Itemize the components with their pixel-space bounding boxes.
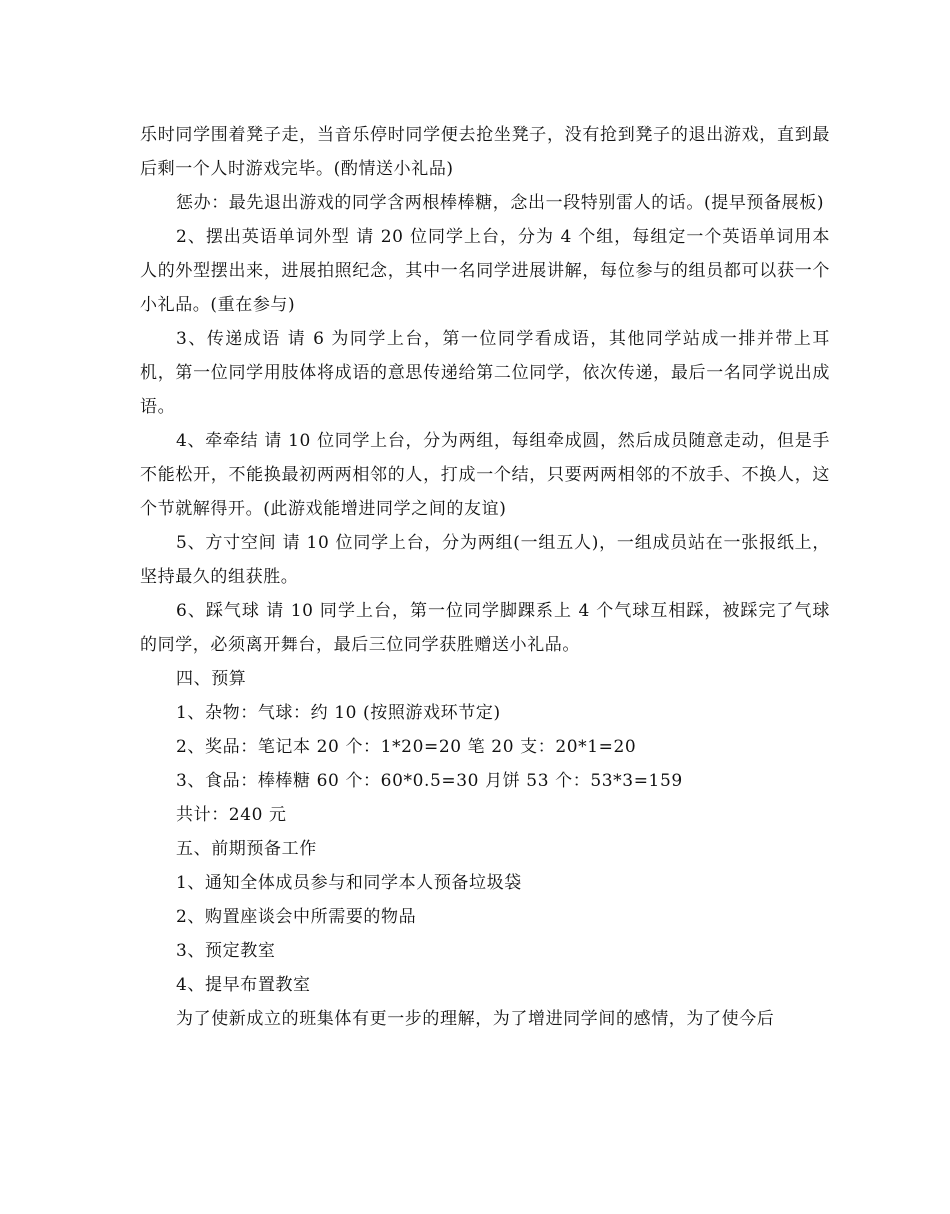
paragraph-human-knot: 4、牵牵结 请 10 位同学上台，分为两组，每组牵成圆，然后成员随意走动，但是手不能松开，不能换最初两两相邻的人，打成一个结，只要两两相邻的不放手、不换人，这个节就解得开。(此游戏能增进同学之间的友谊) — [140, 431, 830, 519]
prep-item: 3、预定教室 — [176, 941, 276, 961]
document-body — [140, 118, 830, 1036]
paragraph-balloon-stomp: 6、踩气球 请 10 同学上台，第一位同学脚踝系上 4 个气球互相踩，被踩完了气球的同学，必须离开舞台，最后三位同学获胜赠送小礼品。 — [140, 601, 830, 655]
paragraph-newspaper-space: 5、方寸空间 请 10 位同学上台，分为两组(一组五人)，一组成员站在一张报纸上，坚持最久的组获胜。 — [140, 533, 830, 587]
paragraph-musical-chairs: 乐时同学围着凳子走，当音乐停时同学便去抢坐凳子，没有抢到凳子的退出游戏，直到最后剩一个人时游戏完毕。(酌情送小礼品) — [140, 125, 830, 179]
prep-item: 2、购置座谈会中所需要的物品 — [176, 907, 417, 927]
paragraph-closing: 为了使新成立的班集体有更一步的理解，为了增进同学间的感情，为了使今后 — [176, 1009, 775, 1029]
budget-item: 2、奖品：笔记本 20 个：1*20=20 笔 20 支：20*1=20 — [176, 737, 637, 757]
paragraph-pass-idiom: 3、传递成语 请 6 为同学上台，第一位同学看成语，其他同学站成一排并带上耳机，第一位同学用肢体将成语的意思传递给第二位同学，依次传递，最后一名同学说出成语。 — [140, 329, 830, 417]
budget-item: 3、食品：棒棒糖 60 个：60*0.5=30 月饼 53 个：53*3=159 — [176, 771, 683, 791]
section-heading-budget: 四、预算 — [176, 669, 247, 689]
budget-item: 1、杂物：气球：约 10 (按照游戏环节定) — [176, 703, 501, 723]
budget-total: 共计：240 元 — [176, 805, 287, 825]
paragraph-english-words: 2、摆出英语单词外型 请 20 位同学上台，分为 4 个组，每组定一个英语单词用本人的外型摆出来，进展拍照纪念，其中一名同学进展讲解，每位参与的组员都可以获一个小礼品。(重在参与) — [140, 227, 830, 315]
prep-item: 1、通知全体成员参与和同学本人预备垃圾袋 — [176, 873, 522, 893]
paragraph-penalty: 惩办：最先退出游戏的同学含两根棒棒糖，念出一段特别雷人的话。(提早预备展板) — [176, 193, 825, 213]
section-heading-prep: 五、前期预备工作 — [176, 839, 317, 859]
prep-item: 4、提早布置教室 — [176, 975, 311, 995]
